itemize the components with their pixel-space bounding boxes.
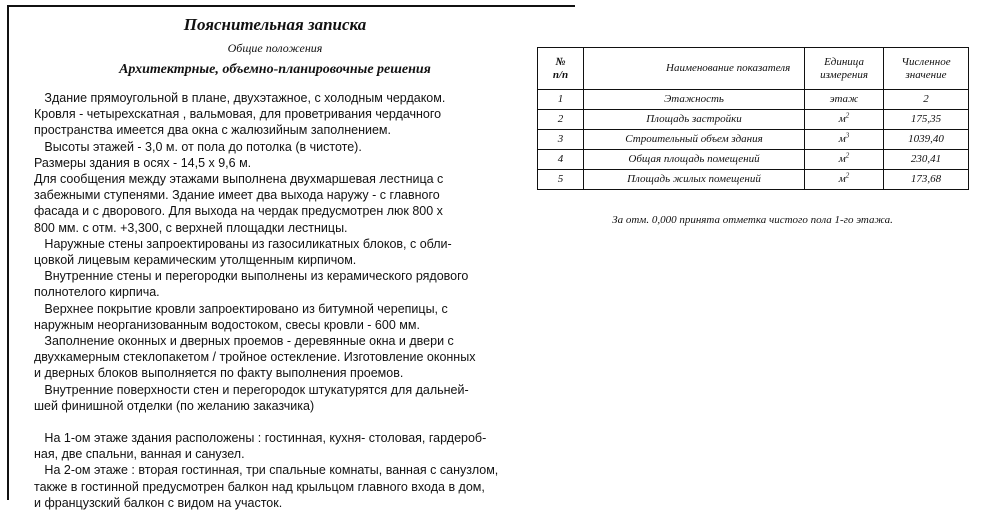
header-num-line1: № — [555, 55, 566, 68]
text-line: Кровля - четырехскатная , вальмовая, для проветривания чердачного — [34, 107, 442, 122]
text-line: также в гостинной предусмотрен балкон над крыльцом главного входа в дом, — [34, 479, 485, 494]
text-line: Здание прямоугольной в плане, двухэтажное, с холодным чердаком. — [34, 91, 446, 105]
unit-text: м — [838, 133, 846, 145]
indicator-value: 175,35 — [884, 110, 969, 130]
table-row — [538, 130, 969, 150]
text-line: На 1-ом этаже здания расположены : гостинная, кухня- столовая, гардероб- — [34, 431, 487, 446]
text-line: полнотелого кирпича. — [34, 285, 160, 300]
indicator-name: Общая площадь помещений — [584, 150, 805, 170]
paragraph-gap — [34, 414, 554, 430]
text-line: двухкамерным стеклопакетом / тройное остекление. Изготовление оконных — [34, 350, 476, 365]
text-line: ная, две спальни, ванная и санузел. — [34, 447, 245, 462]
unit-exponent: 2 — [845, 151, 850, 160]
table-body — [538, 90, 969, 190]
row-number: 4 — [538, 150, 584, 170]
text-line: Внутренние поверхности стен и перегородок штукатурятся для дальней- — [34, 382, 469, 397]
frame-left-border — [7, 5, 9, 500]
row-number: 2 — [538, 110, 584, 130]
text-line: фасада и с дворового. Для выхода на чердак предусмотрен люк 800 х — [34, 204, 443, 219]
frame-top-border — [7, 5, 575, 7]
text-line: Наружные стены запроектированы из газосиликатных блоков, с обли- — [34, 236, 452, 251]
indicator-name: Площадь застройки — [584, 110, 805, 130]
text-line: Для сообщения между этажами выполнена двухмаршевая лестница с — [34, 172, 444, 187]
header-name: Наименование показателя — [584, 48, 805, 90]
text-line: забежными ступенями. Здание имеет два выхода наружу - с главного — [34, 188, 440, 203]
unit-cell — [805, 90, 884, 110]
unit-exponent: 2 — [845, 111, 850, 120]
unit-cell — [805, 110, 884, 130]
elevation-note: За отм. 0,000 принята отметка чистого пола 1-го этажа. — [612, 214, 893, 226]
row-number: 3 — [538, 130, 584, 150]
table-row — [538, 90, 969, 110]
explanatory-text — [34, 90, 554, 511]
header-num — [538, 48, 584, 90]
text-line: цовкой лицевым керамическим утолщенным кирпичом. — [34, 253, 357, 268]
header-unit-line1: Единица — [824, 55, 864, 68]
document-title: Пояснительная записка — [183, 15, 367, 34]
table-row — [538, 150, 969, 170]
text-line: пространства имеется два окна с жалюзийным заполнением. — [34, 123, 392, 138]
text-line: Высоты этажей - 3,0 м. от пола до потолка (в чистоте). — [34, 139, 362, 154]
unit-exponent: 3 — [845, 131, 850, 140]
indicator-value: 173,68 — [884, 170, 969, 190]
table-row — [538, 110, 969, 130]
unit-cell — [805, 130, 884, 150]
indicator-value: 2 — [884, 90, 969, 110]
text-line: и французский балкон с видом на участок. — [34, 495, 283, 510]
document-subtitle: Общие положения — [227, 41, 323, 55]
text-line: шей финишной отделки (по желанию заказчика) — [34, 398, 315, 413]
indicator-name: Площадь жилых помещений — [584, 170, 805, 190]
header-num-line2: п/п — [552, 68, 569, 81]
header-value-line2: значение — [905, 68, 947, 81]
unit-text: м — [838, 153, 846, 165]
indicators-table — [537, 47, 969, 190]
unit-text: м — [838, 113, 846, 125]
text-line: Размеры здания в осях - 14,5 х 9,6 м. — [34, 155, 252, 170]
text-line: Заполнение оконных и дверных проемов - деревянные окна и двери с — [34, 334, 454, 349]
text-line: Внутренние стены и перегородки выполнены из керамического рядового — [34, 269, 469, 284]
text-line: Верхнее покрытие кровли запроектировано из битумной черепицы, с — [34, 301, 448, 316]
unit-cell — [805, 150, 884, 170]
row-number: 1 — [538, 90, 584, 110]
table-header-row — [538, 48, 969, 90]
text-line: На 2-ом этаже : вторая гостинная, три спальные комнаты, ванная с санузлом, — [34, 463, 499, 478]
unit-cell — [805, 170, 884, 190]
indicator-value: 1039,40 — [884, 130, 969, 150]
text-line: наружным неорганизованным водостоком, свесы кровли - 600 мм. — [34, 317, 420, 332]
row-number: 5 — [538, 170, 584, 190]
unit-text: м — [838, 173, 846, 185]
indicator-name: Этажность — [584, 90, 805, 110]
table-row — [538, 170, 969, 190]
unit-exponent: 2 — [845, 171, 850, 180]
header-value-line1: Численное — [901, 55, 951, 68]
header-unit — [805, 48, 884, 90]
indicator-value: 230,41 — [884, 150, 969, 170]
indicator-name: Строительный объем здания — [584, 130, 805, 150]
text-line: и дверных блоков выполняется по факту выполнения проемов. — [34, 366, 404, 381]
header-value — [884, 48, 969, 90]
section-heading: Архитектрные, объемно-планировочные решения — [119, 62, 431, 77]
text-line: 800 мм. с отм. +3,300, с верхней площадки лестницы. — [34, 220, 348, 235]
header-unit-line2: измерения — [820, 68, 868, 81]
unit-text: этаж — [829, 93, 859, 105]
